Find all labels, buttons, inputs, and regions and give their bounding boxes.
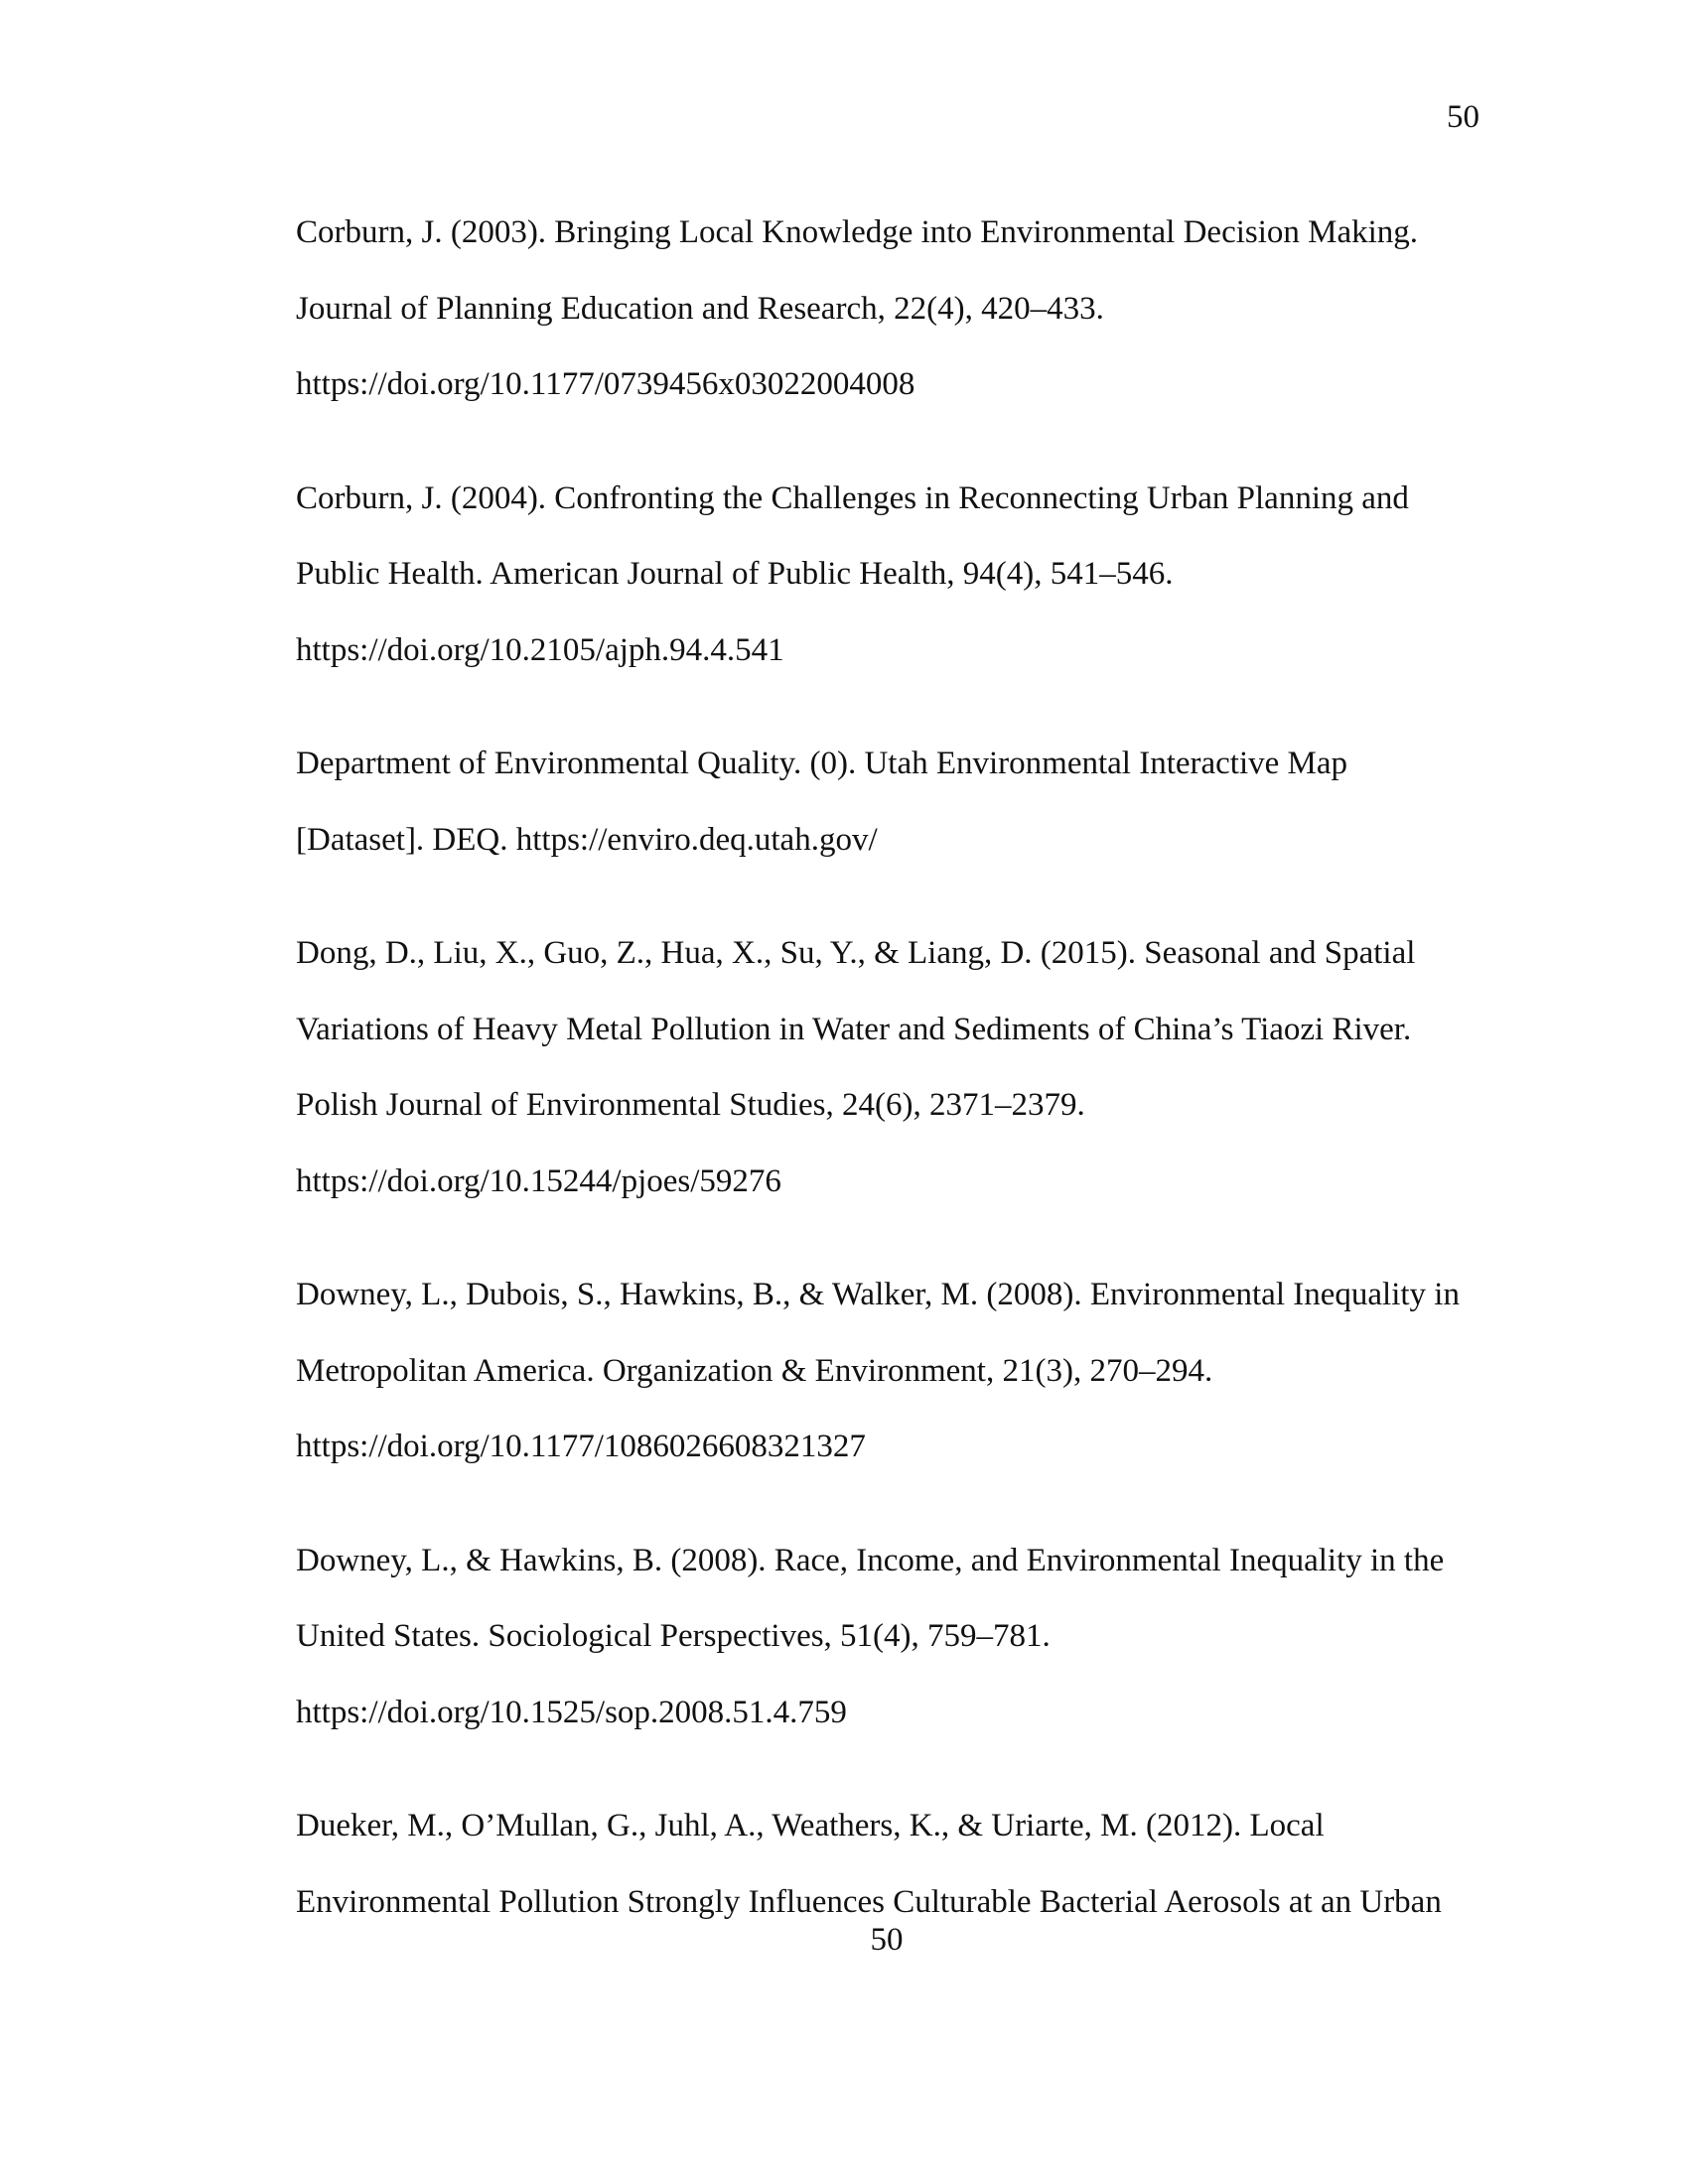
page-number-bottom: 50 <box>870 1922 904 1958</box>
reference-line: Metropolitan America. Organization & Environment, 21(3), 270–294. <box>296 1352 1213 1389</box>
reference-line: Downey, L., & Hawkins, B. (2008). Race, Income, and Environmental Inequality in the <box>296 1542 1445 1578</box>
reference-line: United States. Sociological Perspectives, 51(4), 759–781. <box>296 1618 1051 1654</box>
reference-line: Corburn, J. (2004). Confronting the Challenges in Reconnecting Urban Planning and <box>296 479 1409 516</box>
reference-entry-downey-2008b <box>296 1523 1487 1751</box>
reference-entry-dueker-2012 <box>296 1788 1487 1940</box>
page-number-top: 50 <box>1447 99 1479 135</box>
reference-line-with-url[interactable]: [Dataset]. DEQ. https://enviro.deq.utah.gov/ <box>296 821 878 858</box>
reference-line: Environmental Pollution Strongly Influences Culturable Bacterial Aerosols at an Urban <box>296 1883 1442 1920</box>
reference-doi-link[interactable]: https://doi.org/10.2105/ajph.94.4.541 <box>296 631 784 668</box>
reference-line: Dong, D., Liu, X., Guo, Z., Hua, X., Su, Y., & Liang, D. (2015). Seasonal and Spatial <box>296 935 1416 971</box>
reference-entry-corburn-2003 <box>296 195 1487 423</box>
reference-line: Corburn, J. (2003). Bringing Local Knowledge into Environmental Decision Making. <box>296 214 1419 250</box>
reference-line: Public Health. American Journal of Public Health, 94(4), 541–546. <box>296 556 1174 592</box>
reference-doi-link[interactable]: https://doi.org/10.15244/pjoes/59276 <box>296 1162 781 1199</box>
reference-line: Downey, L., Dubois, S., Hawkins, B., & Walker, M. (2008). Environmental Inequality in <box>296 1277 1460 1312</box>
reference-line: Polish Journal of Environmental Studies, 24(6), 2371–2379. <box>296 1087 1085 1123</box>
reference-line: Dueker, M., O’Mullan, G., Juhl, A., Weathers, K., & Uriarte, M. (2012). Local <box>296 1808 1325 1843</box>
reference-doi-link[interactable]: https://doi.org/10.1525/sop.2008.51.4.759 <box>296 1694 847 1730</box>
reference-line: Department of Environmental Quality. (0). Utah Environmental Interactive Map <box>296 746 1348 781</box>
reference-doi-link[interactable]: https://doi.org/10.1177/1086026608321327 <box>296 1429 866 1464</box>
reference-entry-dong-2015 <box>296 915 1487 1219</box>
reference-line: Variations of Heavy Metal Pollution in Water and Sediments of China’s Tiaozi River. <box>296 1011 1412 1047</box>
reference-list <box>296 195 1487 1940</box>
reference-entry-corburn-2004 <box>296 461 1487 689</box>
reference-entry-downey-2008a <box>296 1257 1487 1485</box>
reference-entry-deq <box>296 726 1487 878</box>
reference-doi-link[interactable]: https://doi.org/10.1177/0739456x03022004008 <box>296 366 915 402</box>
reference-line: Journal of Planning Education and Research, 22(4), 420–433. <box>296 290 1104 327</box>
